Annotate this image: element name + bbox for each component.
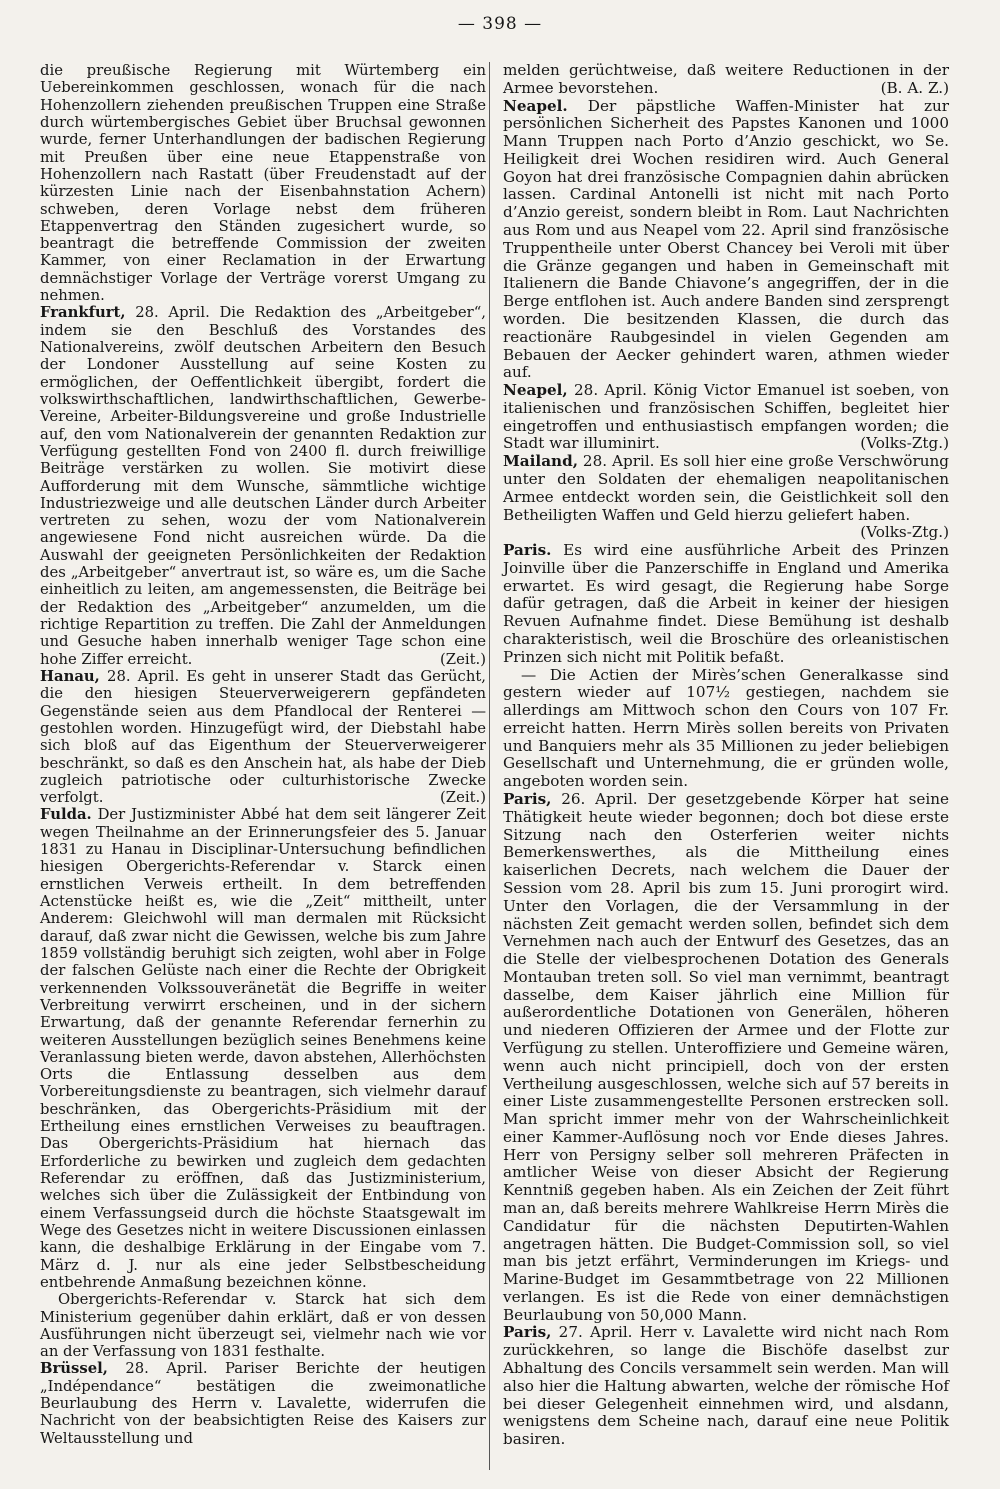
article-text: Der Justizminister Abbé hat dem seit längerer Zeit wegen Theilnahme an der Erinnerungsfeier des 5. Januar 1831 zu Hanau in Disciplinar-Untersuchung befindlichen hiesigen Obergerichts-Referendar v. Starck einen ernstlichen Verweis ertheilt. In dem betreffenden Actenstücke heißt es, wie die „Zeit“ mittheilt, unter Anderem: Gleichwohl will man dermalen mit Rücksicht darauf, daß zwar nicht die Gewissen, welche bis zum Jahre 1859 vollständig beruhigt sich zeigten, wohl aber in Folge der falschen Gelüste nach einer die Rechte der Obrigkeit verkennenden Volkssouveränetät die Begriffe in weiter Verbreitung verwirrt erscheinen, und in der sichern Erwartung, daß der genannte Referendar fernerhin zu weiteren Ausstellungen bezüglich seines Benehmens keine Veranlassung bieten werde, davon abstehen, Allerhöchsten Orts die Entlassung desselben aus dem Vorbereitungsdienste zu beantragen, sich vielmehr darauf beschränken, das Obergerichts-Präsidium mit der Ertheilung eines ernstlichen Verweises zu beauftragen. Das Obergerichts-Präsidium hat hiernach das Erforderliche zu bewirken und zugleich dem gedachten Referendar zu eröffnen, daß das Justizministerium, welches sich über die Zulässigkeit der Entbindung von einem Verfassungseid durch die höchste Staatsgewalt im Wege des Gesetzes nicht in weitere Discussionen einlassen kann, die deshalbige Erklärung in der Eingabe vom 7. März d. J. nur als eine jeder Selbstbescheidung entbehrende Anmaßung bezeichnen könne. <box>40 806 486 1291</box>
article-paragraph <box>503 542 949 666</box>
article-text: melden gerüchtweise, daß weitere Reductionen in der Armee bevorstehen. <box>503 61 949 97</box>
source-attribution: (Zeit.) <box>440 650 486 668</box>
article-text: 28. April. Pariser Berichte der heutigen „Indépendance“ bestätigen die zweimonatliche Beurlaubung des Herrn v. Lavalette, widerrufen die Nachricht von der beabsichtigten Reise des Kaisers zur Weltausstellung und <box>40 1360 486 1447</box>
article-paragraph <box>40 668 486 807</box>
source-attribution: (B. A. Z.) <box>880 78 949 97</box>
dateline-place: Paris, <box>503 790 552 809</box>
article-text: 28. April. Die Redaktion des „Arbeitgeber“, indem sie den Beschluß des Vorstandes des Nationalvereins, zwölf deutschen Arbeitern den Besuch der Londoner Ausstellung auf seine Kosten zu ermöglichen, der Oeffentlichkeit übergibt, fordert die volkswirthschaftlichen, landwirthschaftlichen, Gewerbe-Vereine, Arbeiter-Bildungsvereine und große Industrielle auf, den vom Nationalverein der genannten Redaktion zur Verfügung gestellten Fond von 2400 fl. durch freiwillige Beiträge verstärken zu wollen. Sie motivirt diese Aufforderung mit dem Wunsche, sämmtliche wichtige Industriezweige und alle deutschen Länder durch Arbeiter vertreten zu sehen, wozu der vom Nationalverein angewiesene Fond nicht ausreichen würde. Da die Auswahl der geeigneten Persönlichkeiten der Redaktion des „Arbeitgeber“ anvertraut ist, so wäre es, um die Sache einheitlich zu leiten, am angemessensten, die Beiträge bei der Redaktion des „Arbeitgeber“ anzumelden, um die richtige Repartition zu treffen. Die Zahl der Anmeldungen und Gesuche haben innerhalb weniger Tage schon eine hohe Ziffer erreicht. <box>40 304 486 668</box>
right-column <box>503 62 949 1449</box>
article-paragraph <box>40 62 486 304</box>
source-attribution: (Volks-Ztg.) <box>860 434 949 453</box>
article-paragraph <box>40 1360 486 1447</box>
source-attribution: (Zeit.) <box>440 789 486 807</box>
article-paragraph <box>503 62 949 98</box>
left-column <box>40 62 486 1447</box>
article-paragraph <box>503 791 949 1324</box>
article-text: Obergerichts-Referendar v. Starck hat sich dem Ministerium gegenüber dahin erklärt, daß er von dessen Ausführungen nicht überzeugt sei, vielmehr nach wie vor an der Verfassung von 1831 festhalte. <box>40 1291 486 1361</box>
article-paragraph <box>40 806 486 1291</box>
article-paragraph <box>503 453 949 542</box>
article-paragraph <box>40 304 486 668</box>
dateline-place: Paris, <box>503 1323 552 1342</box>
article-text: 28. April. Es geht in unserer Stadt das Gerücht, die den hiesigen Steuerverweigerern gepfändeten Gegenstände seien aus dem Pfandlocal der Renterei — gestohlen worden. Hinzugefügt wird, der Diebstahl habe sich bloß auf das Eigenthum der Steuerverweigerer beschränkt, so daß es den Anschein hat, als habe der Dieb zugleich patriotische oder culturhistorische Zwecke verfolgt. <box>40 667 486 807</box>
dateline-place: Frankfurt, <box>40 304 126 322</box>
page-number: — 398 — <box>457 14 543 34</box>
article-paragraph <box>503 98 949 383</box>
dateline-place: Neapel. <box>503 96 568 115</box>
article-paragraph <box>503 382 949 453</box>
dateline-place: Mailand, <box>503 452 578 471</box>
dateline-place: Hanau, <box>40 667 100 685</box>
article-text: 28. April. Es soll hier eine große Verschwörung unter den Soldaten der ehemaligen neapolitanischen Armee entdeckt worden sein, die Geistlichkeit soll den Betheiligten Waffen und Geld hierzu geliefert haben. <box>503 452 949 524</box>
article-text: Es wird eine ausführliche Arbeit des Prinzen Joinville über die Panzerschiffe in England und Amerika erwartet. Es wird gesagt, die Regierung habe Sorge dafür getragen, daß die Arbeit in keiner der hiesigen Revuen Aufnahme findet. Diese Bemühung ist deshalb charakteristisch, weil die Broschüre des orleanistischen Prinzen sich nicht mit Politik befaßt. <box>503 541 950 666</box>
article-text: 27. April. Herr v. Lavalette wird nicht nach Rom zurückkehren, so lange die Bischöfe daselbst zur Abhaltung des Concils versammelt sein werden. Man will also hier die Haltung abwarten, welche der römische Hof bei dieser Gelegenheit einnehmen wird, und alsdann, wenigstens dem Scheine nach, darauf eine neue Politik basiren. <box>503 1323 949 1449</box>
article-text: 28. April. König Victor Emanuel ist soeben, von italienischen und französischen Schiffen, begleitet hier eingetroffen und enthusiastisch empfangen worden; die Stadt war illuminirt. <box>503 381 949 453</box>
dateline-place: Fulda. <box>40 806 92 824</box>
article-paragraph <box>503 1324 949 1448</box>
dateline-place: Brüssel, <box>40 1360 108 1378</box>
column-divider <box>489 62 490 1470</box>
article-text: 26. April. Der gesetzgebende Körper hat seine Thätigkeit heute wieder begonnen; doch bot diese erste Sitzung nach den Osterferien weiter nichts Bemerkenswerthes, als die Mittheilung eines kaiserlichen Decrets, nach welchem die Dauer der Session vom 28. April bis zum 15. Juni prorogirt wird. Unter den Vorlagen, die der Versammlung in der nächsten Zeit gemacht werden sollen, befindet sich dem Vernehmen nach auch der Entwurf des Gesetzes, das an die Stelle der vielbesprochenen Dotation des Generals Montauban treten soll. So viel man vernimmt, beantragt dasselbe, dem Kaiser jährlich eine Million für außerordentliche Dotationen von Generälen, höheren und niederen Offizieren der Armee und der Flotte zur Verfügung zu stellen. Unteroffiziere und Gemeine wären, wenn auch nicht principiell, doch von der ersten Vertheilung ausgeschlossen, welche sich auf 57 bereits in einer Liste zusammengestellte Personen erstrecken soll. Man spricht immer mehr von der Wahrscheinlichkeit einer Kammer-Auflösung noch vor Ende dieses Jahres. Herr von Persigny selber soll mehreren Präfecten in amtlicher Weise von dieser Absicht der Regierung Kenntniß gegeben haben. Als ein Zeichen der Zeit führt man an, daß bereits mehrere Wahlkreise Herrn Mirès die Candidatur für die nächsten Deputirten-Wahlen angetragen hätten. Die Budget-Commission soll, so viel man bis jetzt erfährt, Verminderungen im Kriegs- und Marine-Budget im Gesammtbetrage von 22 Millionen verlangen. Es ist die Rede von einer demnächstigen Beurlaubung von 50,000 Mann. <box>503 790 949 1324</box>
dateline-place: Paris. <box>503 541 552 560</box>
article-text: Der päpstliche Waffen-Minister hat zur persönlichen Sicherheit des Papstes Kanonen und 1000 Mann Truppen nach Porto d’Anzio geschickt, wo Se. Heiligkeit drei Wochen residiren wird. Auch General Goyon hat drei französische Compagnien dahin abrücken lassen. Cardinal Antonelli ist nicht mit nach Porto d’Anzio gereist, sondern bleibt in Rom. Laut Nachrichten aus Rom und aus Neapel vom 22. April sind französische Truppentheile unter Oberst Chancey bei Veroli mit über die Gränze gegangen und haben in Gemeinschaft mit Italienern die Bande Chiavone’s angegriffen, der in die Berge entflohen ist. Auch andere Banden sind zersprengt worden. Die besitzenden Klassen, die durch das reactionäre Raubgesindel in vielen Gegenden am Bebauen der Aecker gehindert waren, athmen wieder auf. <box>503 96 949 382</box>
article-paragraph <box>40 1291 486 1360</box>
article-text: die preußische Regierung mit Würtemberg ein Uebereinkommen geschlossen, wonach für die nach Hohenzollern ziehenden preußischen Truppen eine Straße durch würtembergisches Gebiet über Bruchsal gewonnen wurde, ferner Unterhandlungen der badischen Regierung mit Preußen über eine neue Etappenstraße von Hohenzollern nach Rastatt (über Freudenstadt auf der kürzesten Linie nach der Eisenbahnstation Achern) schweben, deren Vorlage nebst dem früheren Etappenvertrag den Ständen zugesichert wurde, so beantragt die betreffende Commission der zweiten Kammer, von einer Reclamation in der Erwartung demnächstiger Vorlage der Verträge vorerst Umgang zu nehmen. <box>40 62 486 305</box>
article-text: — Die Actien der Mirès’schen Generalkasse sind gestern wieder auf 107½ gestiegen, nachdem sie allerdings am Mittwoch schon den Cours von 107 Fr. erreicht hatten. Herrn Mirès sollen bereits von Privaten und Banquiers mehr als 35 Millionen zu jeder beliebigen Gesellschaft und Unternehmung, die er gründen wolle, angeboten worden sein. <box>503 665 949 791</box>
source-attribution: (Volks-Ztg.) <box>860 523 949 542</box>
dateline-place: Neapel, <box>503 381 568 400</box>
article-paragraph <box>503 667 949 791</box>
